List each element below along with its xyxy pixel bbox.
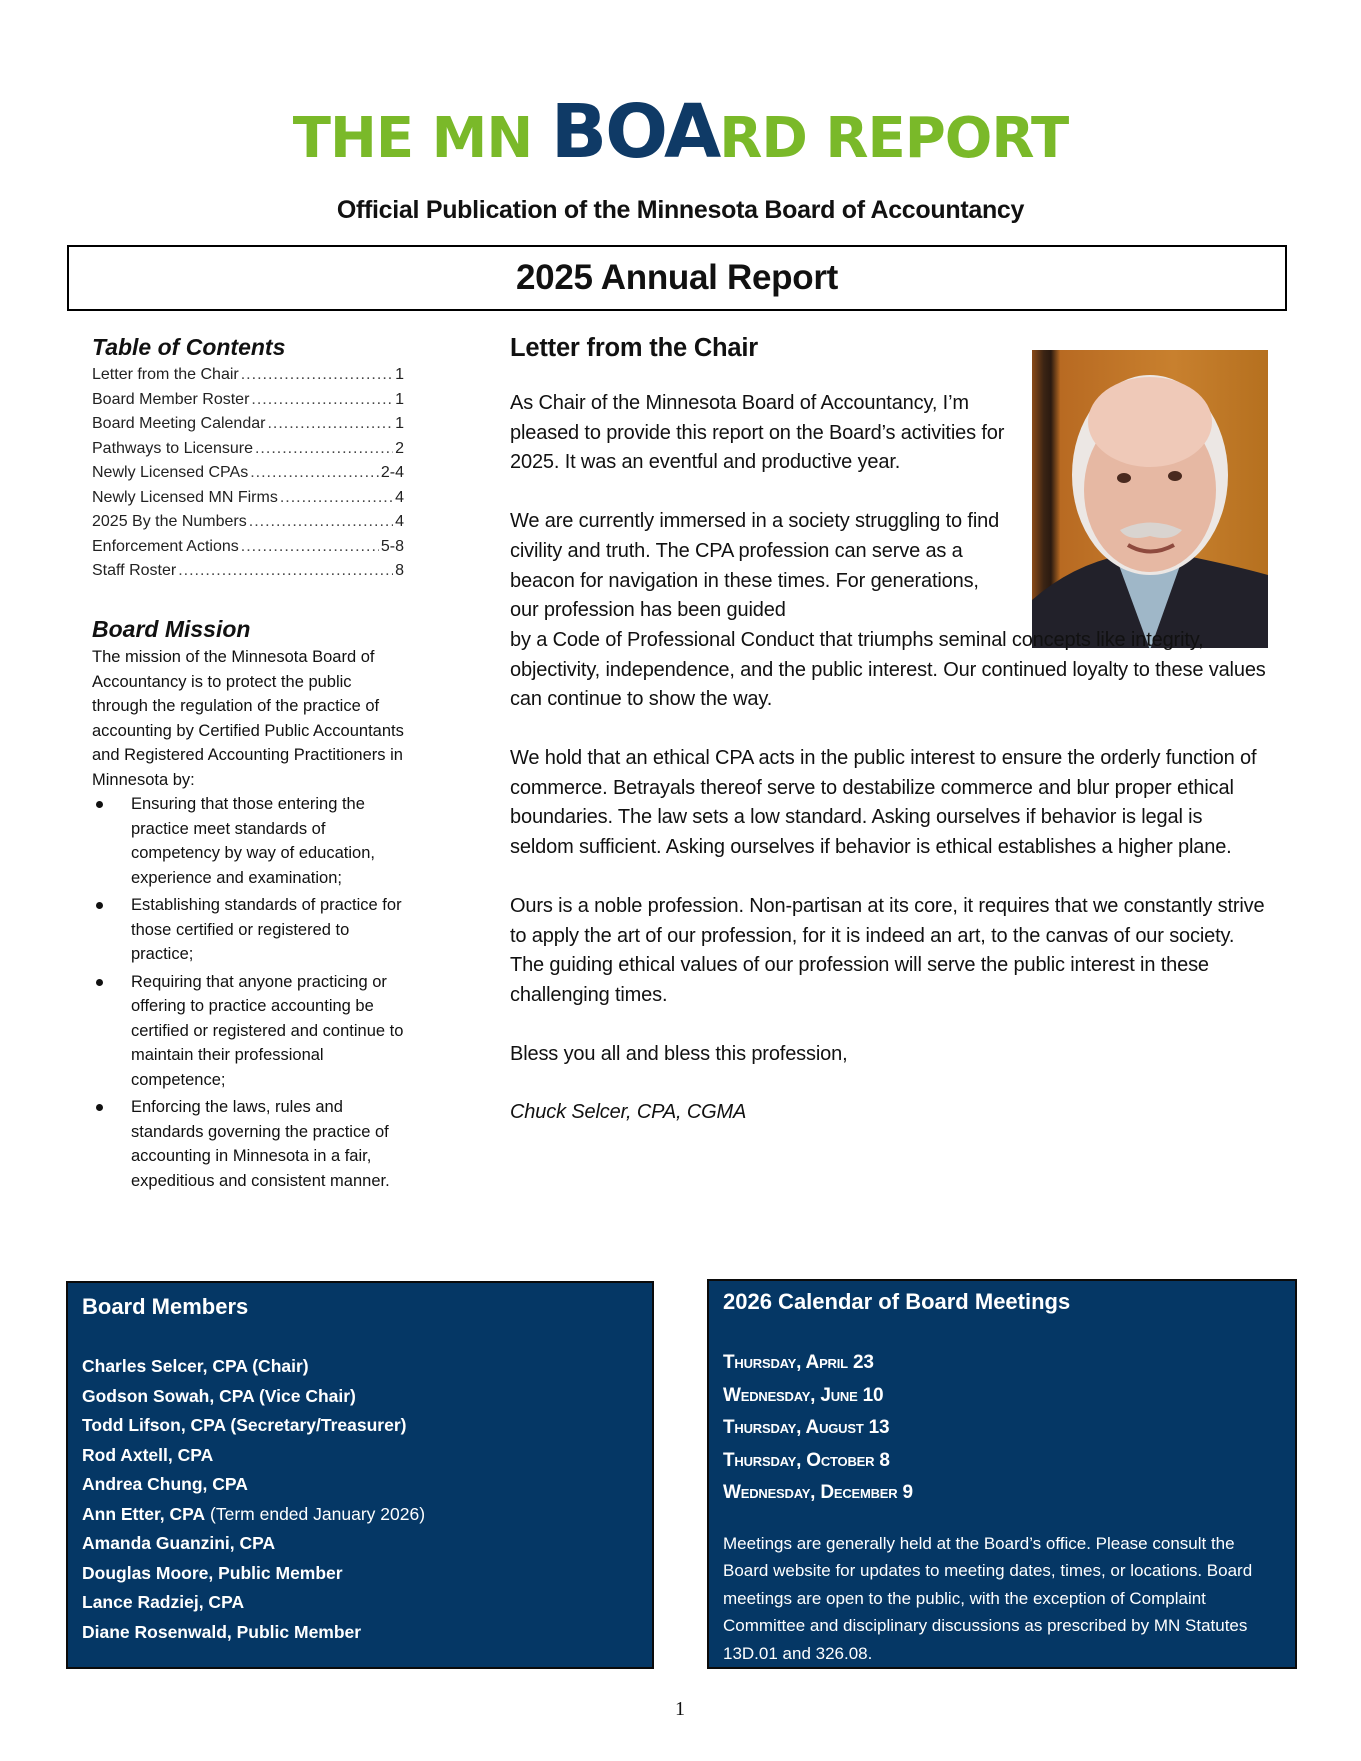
toc-item[interactable]: [92, 535, 404, 560]
toc-item-page: 4: [395, 488, 404, 506]
mission-list: [92, 792, 412, 1193]
board-member: [82, 1382, 638, 1412]
toc-item-page: 2: [395, 439, 404, 457]
bullet-icon: [96, 801, 103, 808]
member-name: Todd Lifson, CPA (Secretary/Treasurer): [82, 1415, 407, 1435]
toc-item-label: Board Meeting Calendar: [92, 415, 266, 432]
table-of-contents: [92, 334, 404, 584]
letter-paragraph-full-part: by a Code of Professional Conduct that triumphs seminal concepts like integrity, objectivity, independence, and the public interest. Our continued loyalty to these values can continue to show the way.: [510, 628, 1266, 711]
toc-item-page: 1: [395, 415, 404, 432]
page-number: 1: [675, 1698, 685, 1720]
member-name: Charles Selcer, CPA (Chair): [82, 1356, 309, 1376]
toc-item-page: 1: [395, 366, 404, 383]
mission-item-text: Ensuring that those entering the practice meet standards of competency by way of education, experience and examination;: [131, 795, 375, 887]
mission-item-text: Requiring that anyone practicing or offering to practice accounting be certified or registered and continue to maintain their professional competence;: [131, 972, 404, 1089]
report-title-box: [67, 245, 1287, 311]
toc-item-label: Enforcement Actions: [92, 537, 239, 555]
mission-item-text: Establishing standards of practice for those certified or registered to practice;: [131, 896, 402, 963]
toc-item[interactable]: [92, 363, 404, 388]
toc-leader-dots: [241, 363, 393, 388]
toc-item[interactable]: [92, 437, 404, 462]
mission-list-item: [92, 792, 412, 890]
board-member: [82, 1529, 638, 1559]
meeting-date: Wednesday, June 10: [723, 1384, 884, 1406]
board-members-list: [82, 1352, 638, 1647]
toc-leader-dots: [178, 559, 393, 584]
toc-item-label: Letter from the Chair: [92, 366, 239, 383]
board-member: [82, 1441, 638, 1471]
mission-item-text: Enforcing the laws, rules and standards governing the practice of accounting in Minnesota in a fair, expeditious and consistent manner.: [131, 1098, 390, 1190]
toc-leader-dots: [251, 388, 393, 413]
toc-item-page: 8: [395, 562, 404, 579]
member-name: Amanda Guanzini, CPA: [82, 1533, 276, 1553]
board-members-box: [66, 1281, 654, 1669]
board-member: [82, 1411, 638, 1441]
toc-leader-dots: [255, 437, 393, 462]
toc-item-label: Newly Licensed MN Firms: [92, 488, 278, 506]
member-name: Godson Sowah, CPA (Vice Chair): [82, 1385, 356, 1406]
member-name: Douglas Moore, Public Member: [82, 1562, 343, 1583]
toc-item-label: 2025 By the Numbers: [92, 513, 247, 530]
letter-paragraph-wrapped-part: We are currently immersed in a society struggling to find civility and truth. The CPA profession can serve as a beacon for navigation in these times. For generations, our profession has been guided: [510, 510, 1000, 622]
board-member: [82, 1559, 638, 1589]
meeting-date: Thursday, April 23: [723, 1352, 874, 1373]
board-mission: [92, 616, 412, 1196]
toc-item-label: Staff Roster: [92, 562, 177, 579]
toc-leader-dots: [241, 535, 379, 560]
letter-heading: Letter from the Chair: [510, 334, 758, 362]
bullet-icon: [96, 902, 103, 909]
letter-from-chair: [510, 334, 1270, 1157]
mission-list-item: [92, 970, 412, 1093]
toc-leader-dots: [250, 461, 379, 486]
mission-heading: Board Mission: [92, 616, 251, 642]
board-members-heading: Board Members: [82, 1294, 249, 1319]
letter-signature: Chuck Selcer, CPA, CGMA: [510, 1101, 747, 1124]
board-member: [82, 1500, 638, 1530]
toc-item-page: 1: [395, 390, 404, 408]
toc-item[interactable]: [92, 510, 404, 535]
member-name: Rod Axtell, CPA: [82, 1444, 214, 1465]
mission-list-item: [92, 1095, 412, 1193]
member-note: (Term ended January 2026): [205, 1503, 426, 1524]
letter-paragraph: Ours is a noble profession. Non-partisan at its core, it requires that we constantly strive to apply the art of our profession, for it is indeed an art, to the canvas of our society. The guiding ethical values of our profession will serve the public interest in these challenging times.: [510, 894, 1265, 1006]
board-member: [82, 1470, 638, 1500]
board-member: [82, 1588, 638, 1618]
publication-subtitle: Official Publication of the Minnesota Board of Accountancy: [336, 196, 1025, 224]
letter-paragraph: [510, 507, 1270, 715]
member-name: Ann Etter, CPA: [82, 1503, 206, 1524]
meeting-calendar-box: [707, 1279, 1297, 1669]
report-title: 2025 Annual Report: [516, 258, 838, 297]
member-name: Lance Radziej, CPA: [82, 1592, 245, 1612]
masthead-part-2: BOA: [550, 89, 720, 175]
bullet-icon: [96, 979, 103, 986]
mission-intro: The mission of the Minnesota Board of Accountancy is to protect the public through the regulation of the practice of accounting by Certified Public Accountants and Registered Accounting Practitioners in Minnesota by:: [92, 648, 404, 789]
toc-item-page: 2-4: [380, 464, 404, 481]
letter-paragraph: We hold that an ethical CPA acts in the public interest to ensure the orderly function of commerce. Betrayals thereof serve to destabilize commerce and blur proper ethical boundaries. The law sets a low standard. Asking ourselves if behavior is legal is seldom sufficient. Asking ourselves if behavior is ethical establishes a higher plane.: [510, 747, 1257, 859]
member-name: Diane Rosenwald, Public Member: [82, 1621, 362, 1642]
toc-heading: Table of Contents: [92, 334, 286, 360]
toc-leader-dots: [280, 486, 393, 511]
meeting-date: Thursday, October 8: [723, 1449, 890, 1471]
toc-item-page: 5-8: [380, 537, 404, 555]
toc-item[interactable]: [92, 412, 404, 437]
toc-item-label: Board Member Roster: [92, 390, 250, 408]
meeting-date: Wednesday, December 9: [723, 1482, 913, 1503]
calendar-note: Meetings are generally held at the Board’s office. Please consult the Board website for updates to meeting dates, times, or locations. Board meetings are open to the public, with the exception of Complaint Committee and disciplinary discussions as prescribed by MN Statutes 13D.01 and 326.08.: [723, 1533, 1253, 1663]
masthead-logo: [0, 89, 1361, 175]
meeting-date: Thursday, August 13: [723, 1417, 890, 1438]
toc-item[interactable]: [92, 559, 404, 584]
mission-list-item: [92, 893, 412, 967]
toc-item[interactable]: [92, 486, 404, 511]
letter-closing: Bless you all and bless this profession,: [510, 1042, 848, 1065]
toc-item-page: 4: [395, 513, 404, 530]
member-name: Andrea Chung, CPA: [82, 1474, 248, 1494]
bullet-icon: [96, 1104, 103, 1111]
masthead-part-3: RD REPORT: [719, 106, 1069, 171]
toc-item[interactable]: [92, 461, 404, 486]
board-member: [82, 1352, 638, 1382]
calendar-heading: 2026 Calendar of Board Meetings: [723, 1289, 1071, 1314]
board-member: [82, 1618, 638, 1648]
toc-item-label: Pathways to Licensure: [92, 439, 253, 457]
toc-leader-dots: [267, 412, 393, 437]
toc-leader-dots: [249, 510, 393, 535]
letter-paragraph: As Chair of the Minnesota Board of Accountancy, I’m pleased to provide this report on the Board’s activities for 2025. It was an eventful and productive year.: [510, 392, 1005, 474]
toc-item-label: Newly Licensed CPAs: [92, 464, 249, 481]
toc-item[interactable]: [92, 388, 404, 413]
masthead-part-1: THE MN: [292, 106, 551, 171]
meeting-dates-list: [723, 1347, 1281, 1510]
